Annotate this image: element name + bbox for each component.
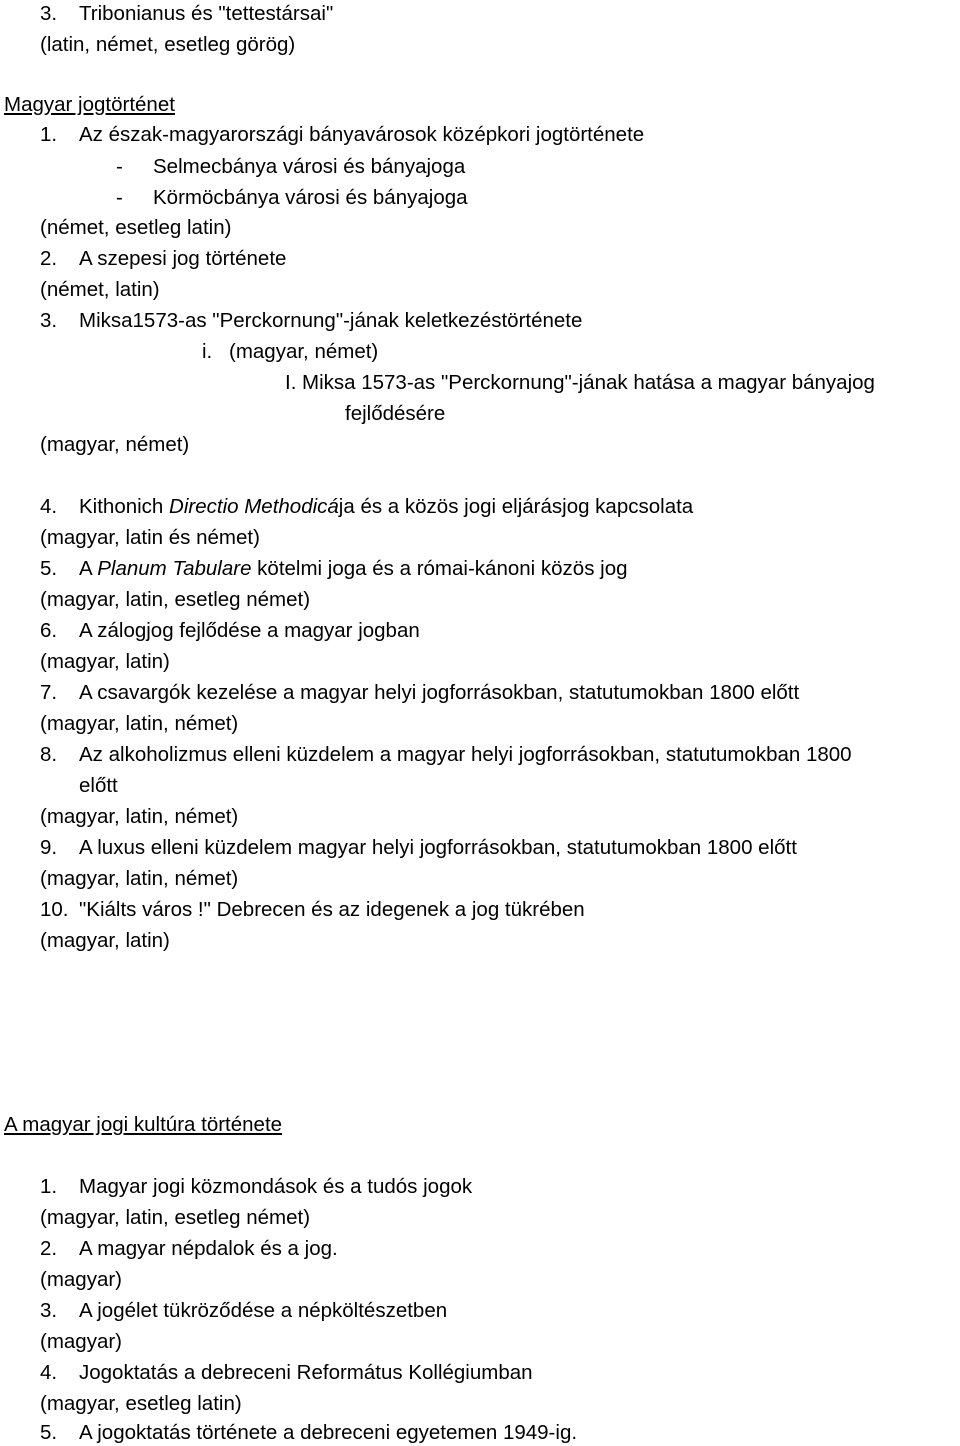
item-number: 3. <box>40 2 58 25</box>
item-title: A luxus elleni küzdelem magyar helyi jogforrásokban, statutumokban 1800 előtt <box>79 836 797 859</box>
text-segment: kötelmi joga és a római-kánoni közös jog <box>251 557 628 580</box>
item-language: (magyar) <box>40 1268 123 1291</box>
item-title: Az észak-magyarországi bányavárosok középkori jogtörténete <box>79 123 645 146</box>
item-number: 6. <box>40 619 58 642</box>
sub-item: Selmecbánya városi és bányajoga <box>153 155 466 178</box>
text-segment: A <box>79 557 98 580</box>
item-title <box>79 559 628 580</box>
item-number: 4. <box>40 1361 58 1384</box>
item-title: A magyar népdalok és a jog. <box>79 1237 338 1260</box>
text-segment: ja és a közös jogi eljárásjog kapcsolata <box>338 495 694 518</box>
item-title: A szepesi jog története <box>79 247 287 270</box>
section-heading-jogi-kultura: A magyar jogi kultúra története <box>4 1113 283 1136</box>
sub-item-continuation: fejlődésére <box>345 402 446 425</box>
item-number: 2. <box>40 1237 58 1260</box>
bullet-dash: - <box>116 186 123 209</box>
sub-marker-roman-lower: i. <box>202 340 213 363</box>
item-language: (magyar, latin, esetleg német) <box>40 588 311 611</box>
item-number: 8. <box>40 743 58 766</box>
section-heading-magyar-jogtortenet: Magyar jogtörténet <box>4 93 175 116</box>
sub-item: (magyar, német) <box>229 340 379 363</box>
italic-title: Planum Tabulare <box>97 557 252 580</box>
item-title: Miksa1573-as "Perckornung"-jának keletkezéstörténete <box>79 309 583 332</box>
item-language: (magyar, latin, esetleg német) <box>40 1206 311 1229</box>
item-number: 10. <box>40 898 69 921</box>
item-title-continuation: előtt <box>79 774 118 797</box>
bullet-dash: - <box>116 155 123 178</box>
item-title: Magyar jogi közmondások és a tudós jogok <box>79 1175 473 1198</box>
item-language: (magyar, latin, német) <box>40 867 239 890</box>
item-language: (magyar, német) <box>40 433 190 456</box>
item-language: (magyar, latin) <box>40 650 170 673</box>
item-title: Tribonianus és "tettestársai" <box>79 2 334 25</box>
item-number: 7. <box>40 681 58 704</box>
item-title: Jogoktatás a debreceni Református Kollégiumban <box>79 1361 533 1384</box>
sub-marker-roman-upper: I. <box>285 371 297 394</box>
item-title: "Kiálts város !" Debrecen és az idegenek a jog tükrében <box>79 898 585 921</box>
item-language: (magyar, latin, német) <box>40 805 239 828</box>
item-number: 5. <box>40 557 58 580</box>
item-number: 4. <box>40 495 58 518</box>
item-title: A zálogjog fejlődése a magyar jogban <box>79 619 420 642</box>
item-title: A jogélet tükröződése a népköltészetben <box>79 1299 448 1322</box>
item-number: 3. <box>40 309 58 332</box>
item-number: 1. <box>40 123 58 146</box>
item-number: 2. <box>40 247 58 270</box>
item-title: Az alkoholizmus elleni küzdelem a magyar helyi jogforrásokban, statutumokban 1800 <box>79 743 852 766</box>
item-language: (latin, német, esetleg görög) <box>40 33 296 56</box>
text-segment: Kithonich <box>79 495 170 518</box>
sub-item: Miksa 1573-as "Perckornung"-jának hatása a magyar bányajog <box>302 371 875 394</box>
item-title: A csavargók kezelése a magyar helyi jogforrásokban, statutumokban 1800 előtt <box>79 681 800 704</box>
item-language: (magyar, latin és német) <box>40 526 260 549</box>
item-language: (magyar, latin, német) <box>40 712 239 735</box>
item-number: 5. <box>40 1421 58 1444</box>
item-language: (magyar, esetleg latin) <box>40 1392 242 1415</box>
item-title <box>79 497 693 518</box>
item-number: 9. <box>40 836 58 859</box>
italic-title: Directio Methodicá <box>169 495 339 518</box>
item-title: A jogoktatás története a debreceni egyetemen 1949-ig. <box>79 1421 578 1444</box>
item-language: (magyar, latin) <box>40 929 170 952</box>
item-language: (német, esetleg latin) <box>40 216 232 239</box>
item-number: 3. <box>40 1299 58 1322</box>
item-language: (magyar) <box>40 1330 123 1353</box>
item-language: (német, latin) <box>40 278 160 301</box>
item-number: 1. <box>40 1175 58 1198</box>
sub-item: Körmöcbánya városi és bányajoga <box>153 186 468 209</box>
